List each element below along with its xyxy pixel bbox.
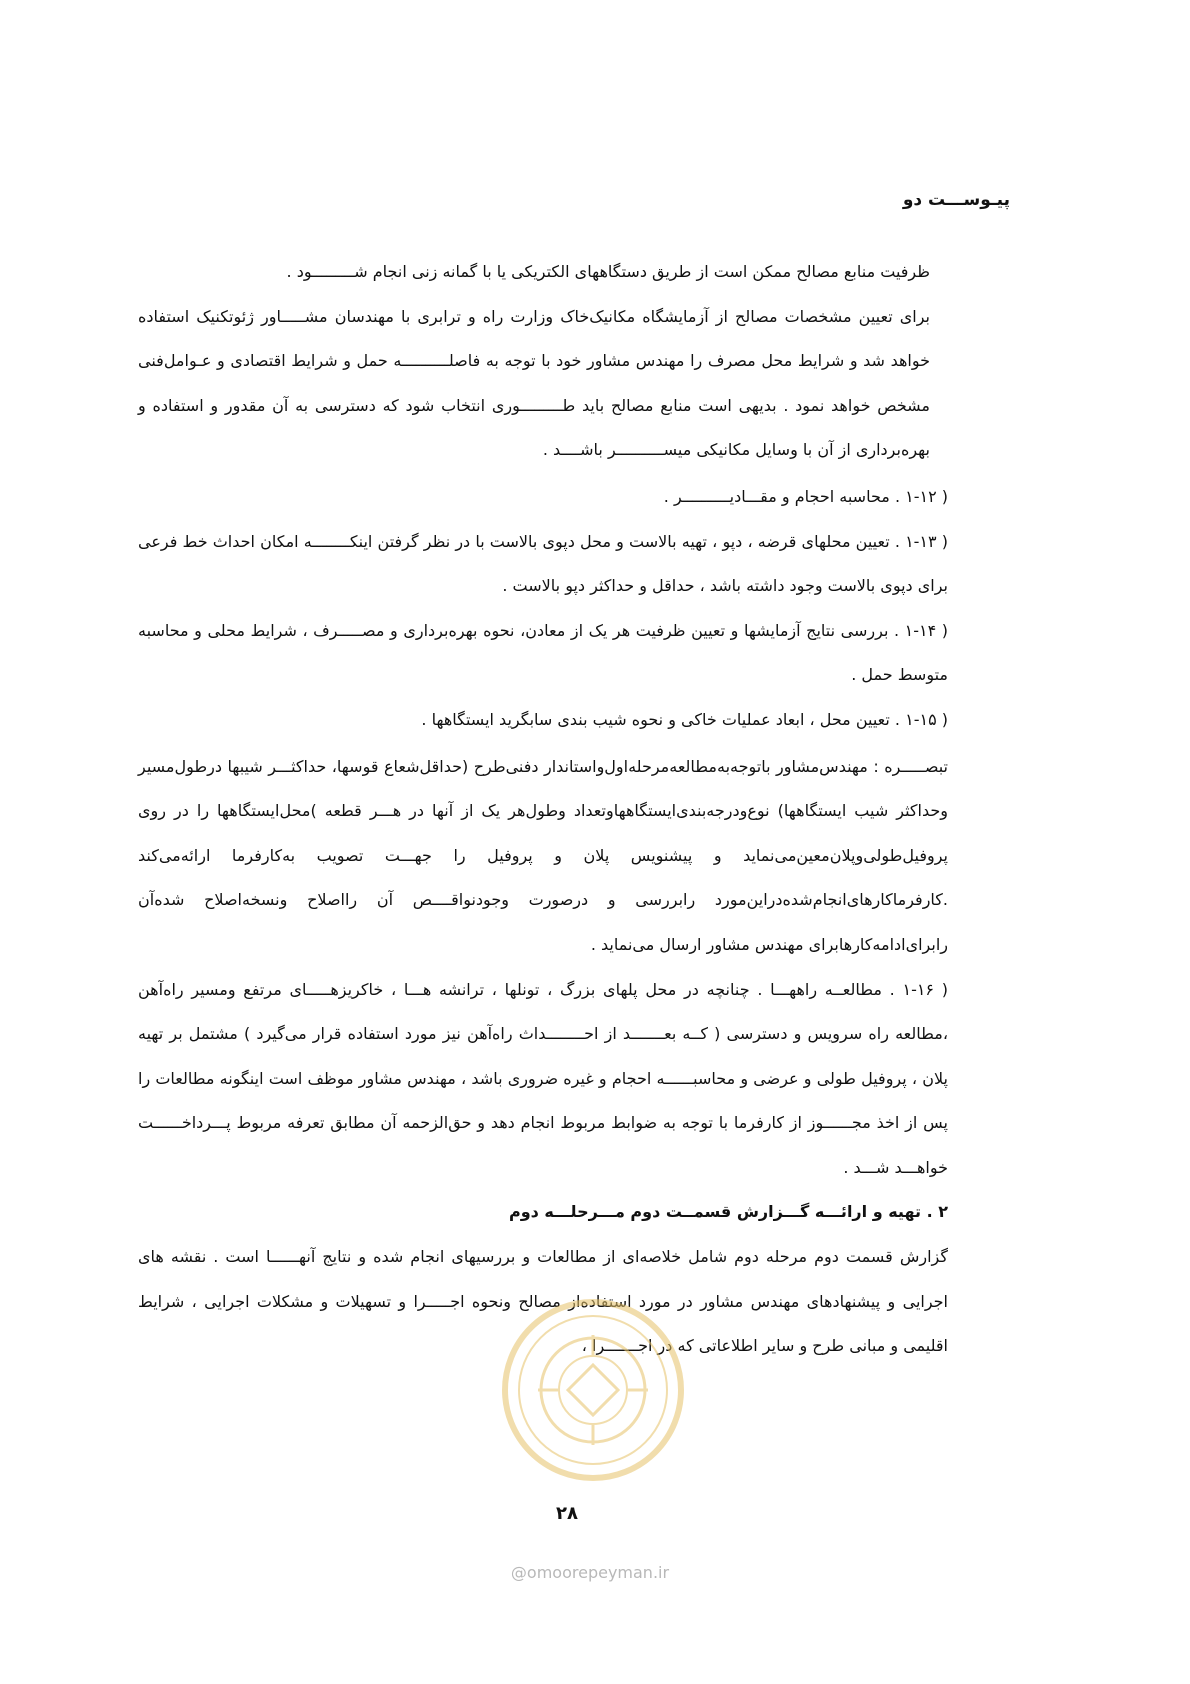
page-heading: پیـوســـت دو	[902, 190, 1010, 210]
page-number: ۲۸	[556, 1503, 578, 1524]
paragraph-2: برای تعیین مشخصات مصالح از آزمایشگاه مکانیک‌خاک وزارت راه و ترابری با مهندسان مشـــــاور ژئوتکنیک استفاده خواهد شد و شرایط محل مصرف را مهندس مشاور خود با توجه به فاصلــــــــــه حمل و شرایط اقتصادی و عـوامل‌فنی مشخص خواهد نمود . بدیهی است منابع مصالح باید طـــــــــوری انتخاب شود که دسترسی به آن مقدور و استفاده و بهره‌برداری از آن با وسایل مکانیکی میســــــــــر باشــــد .	[138, 306, 930, 460]
watermark-text: @omoorepeyman.ir	[510, 1563, 670, 1582]
item-1-15: ( ۱-۱۵ . تعیین محل ، ابعاد عملیات خاکی و نحوه شیب بندی سابگرید ایستگاهها .	[421, 709, 948, 729]
item-1-13: ( ۱-۱۳ . تعیین محلهای قرضه ، دپو ، تهیه بالاست و محل دپوی بالاست با در نظر گرفتن اینکــــــــه امکان احداث خط فرعی برای دپوی بالاست وجود داشته باشد ، حداقل و حداکثر دپو بالاست .	[138, 531, 949, 596]
paragraph-1: ظرفیت منابع مصالح ممکن است از طریق دستگاههای الکتریکی یا با گمانه زنی انجام شـــــــــود .	[286, 262, 930, 281]
note-paragraph: تبصـــــره : مهندس‌مشاور باتوجه‌به‌مطالعه‌مرحله‌اول‌واستاندار دفنی‌طرح (حداقل‌شعاع قوسها، حداکثـــر شیبها درطول‌مسیر وحداکثر شیب ایستگاهها) نوع‌ودرجه‌بندی‌ایستگاههاوتعداد وطول‌هر یک از آنها در هـــر قطعه )محل‌ایستگاهها را در روی پروفیل‌طولی‌وپلان‌معین‌می‌نماید و پیشنویس پلان و پروفیل را جهـــت تصویب به‌کارفرما ارائه‌می‌کند .کارفرماکارهای‌انجام‌شده‌دراین‌مورد رابررسی و درصورت وجودنواقــــص آن رااصلاح ونسخه‌اصلاح شده‌آن رابرای‌ادامه‌کارهابرای مهندس مشاور ارسال می‌نماید .	[138, 756, 948, 954]
item-1-14: ( ۱-۱۴ . بررسی نتایج آزمایشها و تعیین ظرفیت هر یک از معادن، نحوه بهره‌برداری و مصـــــرف ، شرایط محلی و محاسبه متوسط حمل .	[138, 620, 949, 685]
seal-watermark-icon	[498, 1295, 688, 1485]
section-2-paragraph: گزارش قسمت دوم مرحله دوم شامل خلاصه‌ای از مطالعات و بررسیهای انجام شده و نتایج آنهــــــا است . نقشه های اجرایی و پیشنهادهای مهندس مشاور در مورد استفاده‌از مصالح ونحوه اجـــــرا و تسهیلات و مشکلات اجرایی ، شرایط اقلیمی و مبانی طرح و سایر اطلاعاتی که در اجـــــــرا ،	[138, 1247, 948, 1356]
section-2-heading: ۲ . تهیه و ارائـــه گـــزارش قسمــت دوم مـــرحلـــه دوم	[508, 1202, 948, 1222]
item-1-16: ( ۱-۱۶ . مطالعــه راههـــا . چنانچه در محل پلهای بزرگ ، تونلها ، ترانشه هـــا ، خاکریزهـــــای مرتفع ومسیر راه‌آهن ،مطالعه راه سرویس و دسترسی ( کــه بعـــــــد از احــــــــداث راه‌آهن نیز مورد استفاده قرار می‌گیرد ) مشتمل بر تهیه پلان ، پروفیل طولی و عرضی و محاسبــــــه احجام و غیره ضروری باشد ، مهندس مشاور موظف است اینگونه مطالعات را پس از اخذ مجــــــوز از کارفرما با توجه به ضوابط مربوط انجام دهد و حق‌الزحمه آن مطابق تعرفه مربوط پـــرداخــــــت خواهـــد شـــد .	[138, 979, 949, 1177]
item-1-12: ( ۱-۱۲ . محاسبه احجام و مقـــادیــــــــــر .	[663, 486, 948, 506]
body-text	[138, 250, 948, 1369]
